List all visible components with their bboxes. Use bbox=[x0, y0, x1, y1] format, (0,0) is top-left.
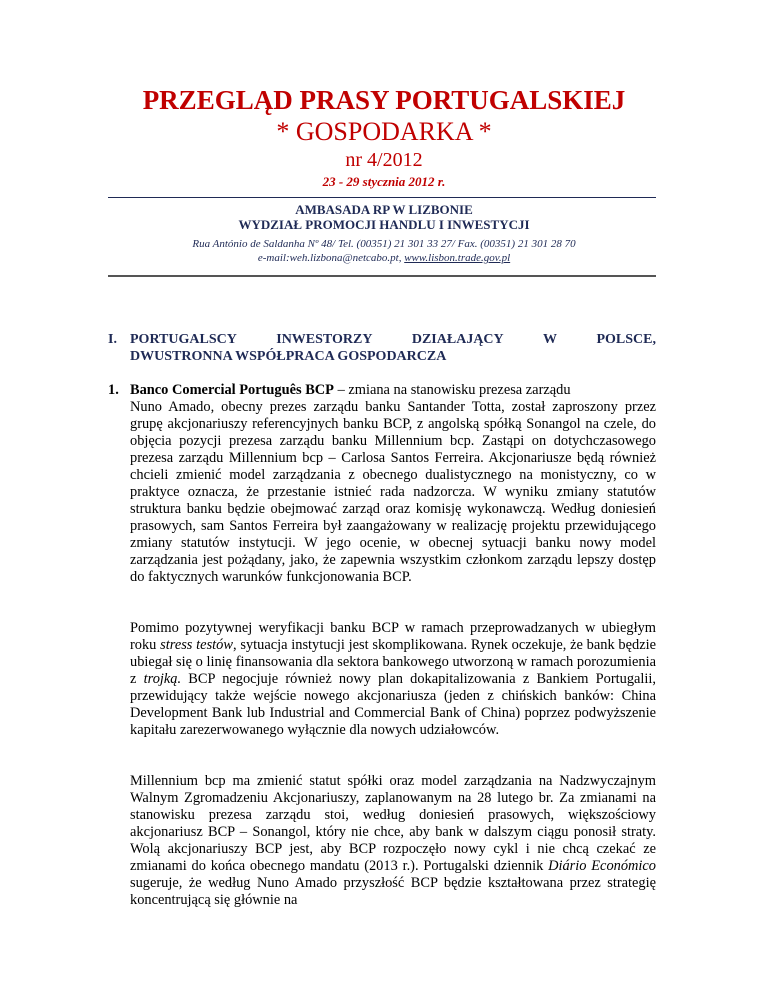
header-divider bbox=[108, 197, 656, 198]
section-heading-word: INWESTORZY bbox=[276, 332, 373, 347]
header-bottom-divider bbox=[108, 275, 656, 277]
section-heading-word: PORTUGALSCY bbox=[130, 332, 237, 347]
document-title: PRZEGLĄD PRASY PORTUGALSKIEJ bbox=[142, 85, 626, 115]
text-run: sugeruje, że według Nuno Amado przyszłość BCP będzie kształtowana przez strategię koncentrującą się głównie na bbox=[130, 875, 656, 908]
department-name: WYDZIAŁ PROMOCJI HANDLU I INWESTYCJI bbox=[238, 217, 530, 232]
section-number: I. bbox=[108, 332, 117, 347]
item-number: 1. bbox=[108, 382, 119, 398]
item-title: Banco Comercial Português BCP bbox=[130, 382, 334, 398]
newspaper-name: Diário Económico bbox=[548, 858, 656, 874]
section-heading bbox=[130, 331, 656, 365]
postal-address: Rua António de Saldanha Nº 48/ Tel. (00351) 21 301 33 27/ Fax. (00351) 21 301 28 70 bbox=[192, 238, 576, 250]
emphasis-text: trojką. bbox=[143, 671, 182, 687]
item-paragraph-3 bbox=[130, 773, 656, 909]
text-run: Millennium bcp ma zmienić statut spółki oraz model zarządzania na Nadzwyczajnym Walnym Zgromadzeniu Akcjonariuszy, zaplanowanym na 28 lutego br. Za zmianami na stanowisku prezesa zarządu stoi, według doniesień prasowych, większościowy akcjonariusz BCP – Sonangol, który nie chce, aby bank w dalszym ciągu ponosił straty. Wolą akcjonariuszy BCP jest, aby BCP rozpoczęło nowy cykl i nie chcą czekać ze zmianami do końca obecnego mandatu (2013 r.). Portugalski dziennik bbox=[130, 773, 656, 874]
text-run: Pomimo pozytywnej weryfikacji banku BCP w ramach przeprowadzanych w ubiegłym roku bbox=[130, 620, 656, 653]
text-run: , sytuacja instytucji jest skomplikowana. Rynek oczekuje, że bank będzie ubiegał się o linię finansowania dla sektora bankowego utworzoną w ramach porozumienia z bbox=[130, 637, 656, 687]
item-title-suffix: – zmiana na stanowisku prezesa zarządu bbox=[333, 382, 571, 398]
section-heading-word: POLSCE, bbox=[596, 332, 656, 347]
contact-line bbox=[0, 251, 768, 265]
item-paragraph-1 bbox=[130, 382, 656, 586]
issue-number: nr 4/2012 bbox=[345, 149, 423, 171]
website-link[interactable]: www.lisbon.trade.gov.pl bbox=[404, 252, 511, 264]
text-run: BCP negocjuje również nowy plan dokapitalizowania z Bankiem Portugalii, przewidujący także wejście nowego akcjonariusza (jeden z chińskich banków: China Development Bank lub Industrial and Commercial Bank of China) poprzez podwyższenie kapitału zarezerwowanego wyłącznie dla nowych udziałowców. bbox=[130, 671, 656, 738]
email-text: e-mail:weh.lizbona@netcabo.pt, bbox=[257, 252, 405, 264]
paragraph-text: Nuno Amado, obecny prezes zarządu banku Santander Totta, został zaproszony przez grupę akcjonariuszy referencyjnych banku BCP, z angolską spółką Sonangol na czele, do objęcia pozycji prezesa zarządu banku Millennium bcp. Zastąpi on dotychczasowego prezesa zarządu Millennium bcp – Carlosa Santos Ferreira. Akcjonariusze będą również chcieli zmienić model zarządzania z obecnego dualistycznego na monistyczny, co w praktyce oznacza, że przestanie istnieć rada nadzorcza. W wyniku zmiany statutów struktura banku będzie obejmować zarząd oraz komisję wykonawczą. Według doniesień prasowych, sam Santos Ferreira był zaangażowany w realizację projektu przewidującego zmiany statutów instytucji. W jego ocenie, w obecnej sytuacji banku nowy model zarządzania jest pożądany, jako, że zapewnia wszystkim członkom zarządu lepszy dostęp do faktycznych warunków funkcjonowania BCP. bbox=[130, 399, 656, 585]
section-heading-word: DZIAŁAJĄCY bbox=[411, 332, 504, 347]
embassy-name: AMBASADA RP W LIZBONIE bbox=[295, 202, 473, 217]
section-heading-line2: DWUSTRONNA WSPÓŁPRACA GOSPODARCZA bbox=[130, 349, 447, 364]
section-heading-word: W bbox=[543, 332, 558, 347]
issue-dates: 23 - 29 stycznia 2012 r. bbox=[322, 174, 446, 189]
emphasis-text: stress testów bbox=[160, 637, 233, 653]
item-paragraph-2 bbox=[130, 620, 656, 739]
document-subtitle: * GOSPODARKA * bbox=[276, 117, 492, 146]
